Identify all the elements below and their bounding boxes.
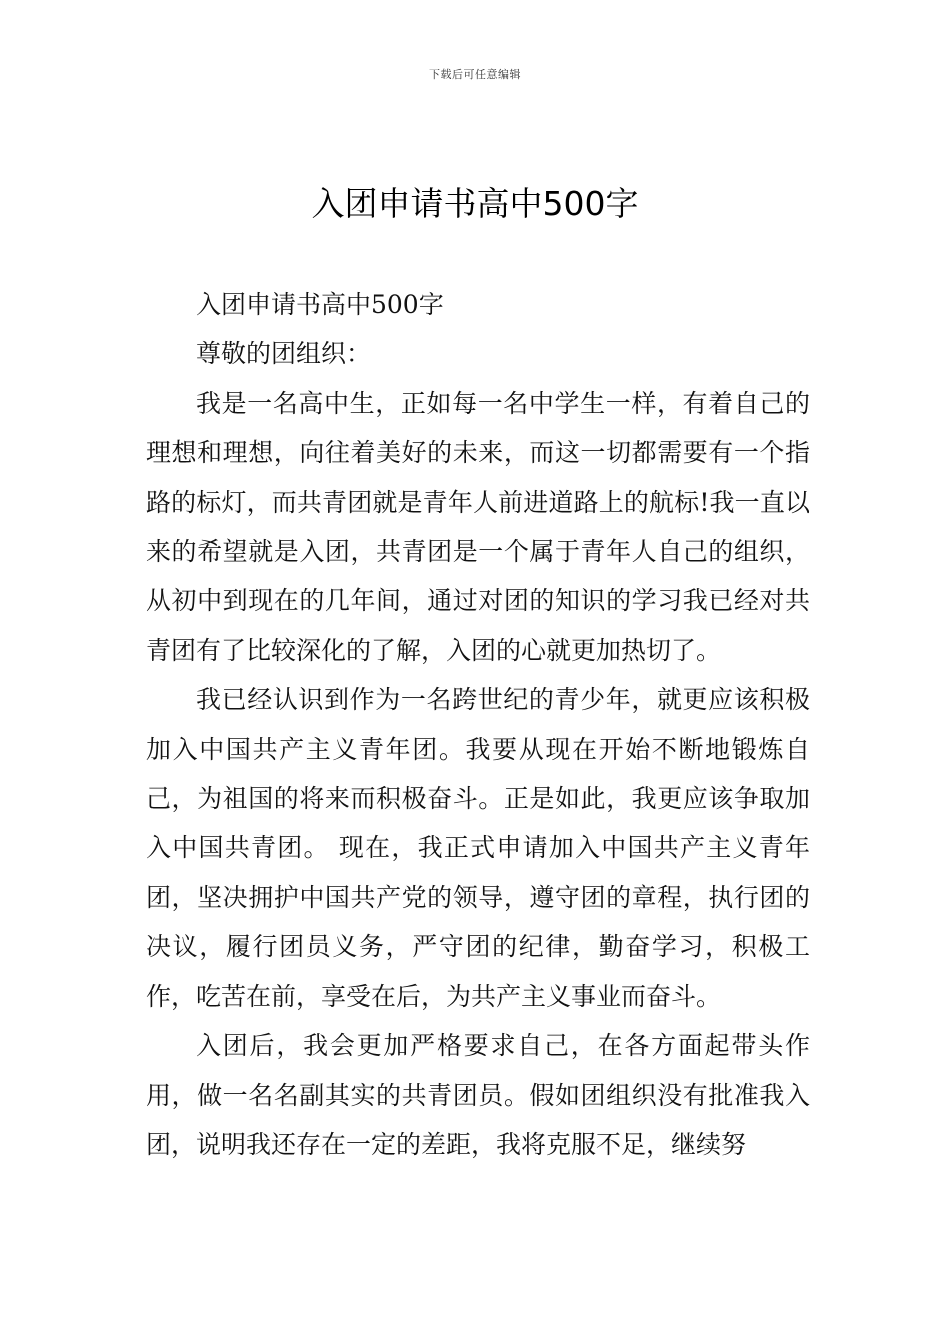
paragraph-body-1: 我是一名高中生，正如每一名中学生一样，有着自己的理想和理想，向往着美好的未来，而这一切都需要有一个指路的标灯，而共青团就是青年人前进道路上的航标!我一直以来的希望就是入团，共青团是一个属于青年人自己的组织，从初中到现在的几年间，通过对团的知识的学习我已经对共青团有了比较深化的了解，入团的心就更加热切了。 (146, 388, 810, 665)
paragraph-body-3: 入团后，我会更加严格要求自己，在各方面起带头作用，做一名名副其实的共青团员。假如团组织没有批准我入团，说明我还存在一定的差距，我将克服不足，继续努 (146, 1031, 810, 1159)
paragraph-body-2: 我已经认识到作为一名跨世纪的青少年，就更应该积极加入中国共产主义青年团。我要从现在开始不断地锻炼自己，为祖国的将来而积极奋斗。正是如此，我更应该争取加入中国共青团。 现在，我正式申请加入中国共产主义青年团，坚决拥护中国共产党的领导，遵守团的章程，执行团的决议，履行团员义务，严守团的纪律，勤奋学习，积极工作，吃苦在前，享受在后，为共产主义事业而奋斗。 (146, 685, 810, 1011)
document-body (146, 280, 810, 1169)
document-title: 入团申请书高中500字 (311, 184, 639, 223)
page-header-note: 下载后可任意编辑 (429, 68, 521, 81)
paragraph-salutation: 尊敬的团组织： (196, 339, 372, 369)
paragraph-subtitle: 入团申请书高中500字 (196, 290, 444, 319)
